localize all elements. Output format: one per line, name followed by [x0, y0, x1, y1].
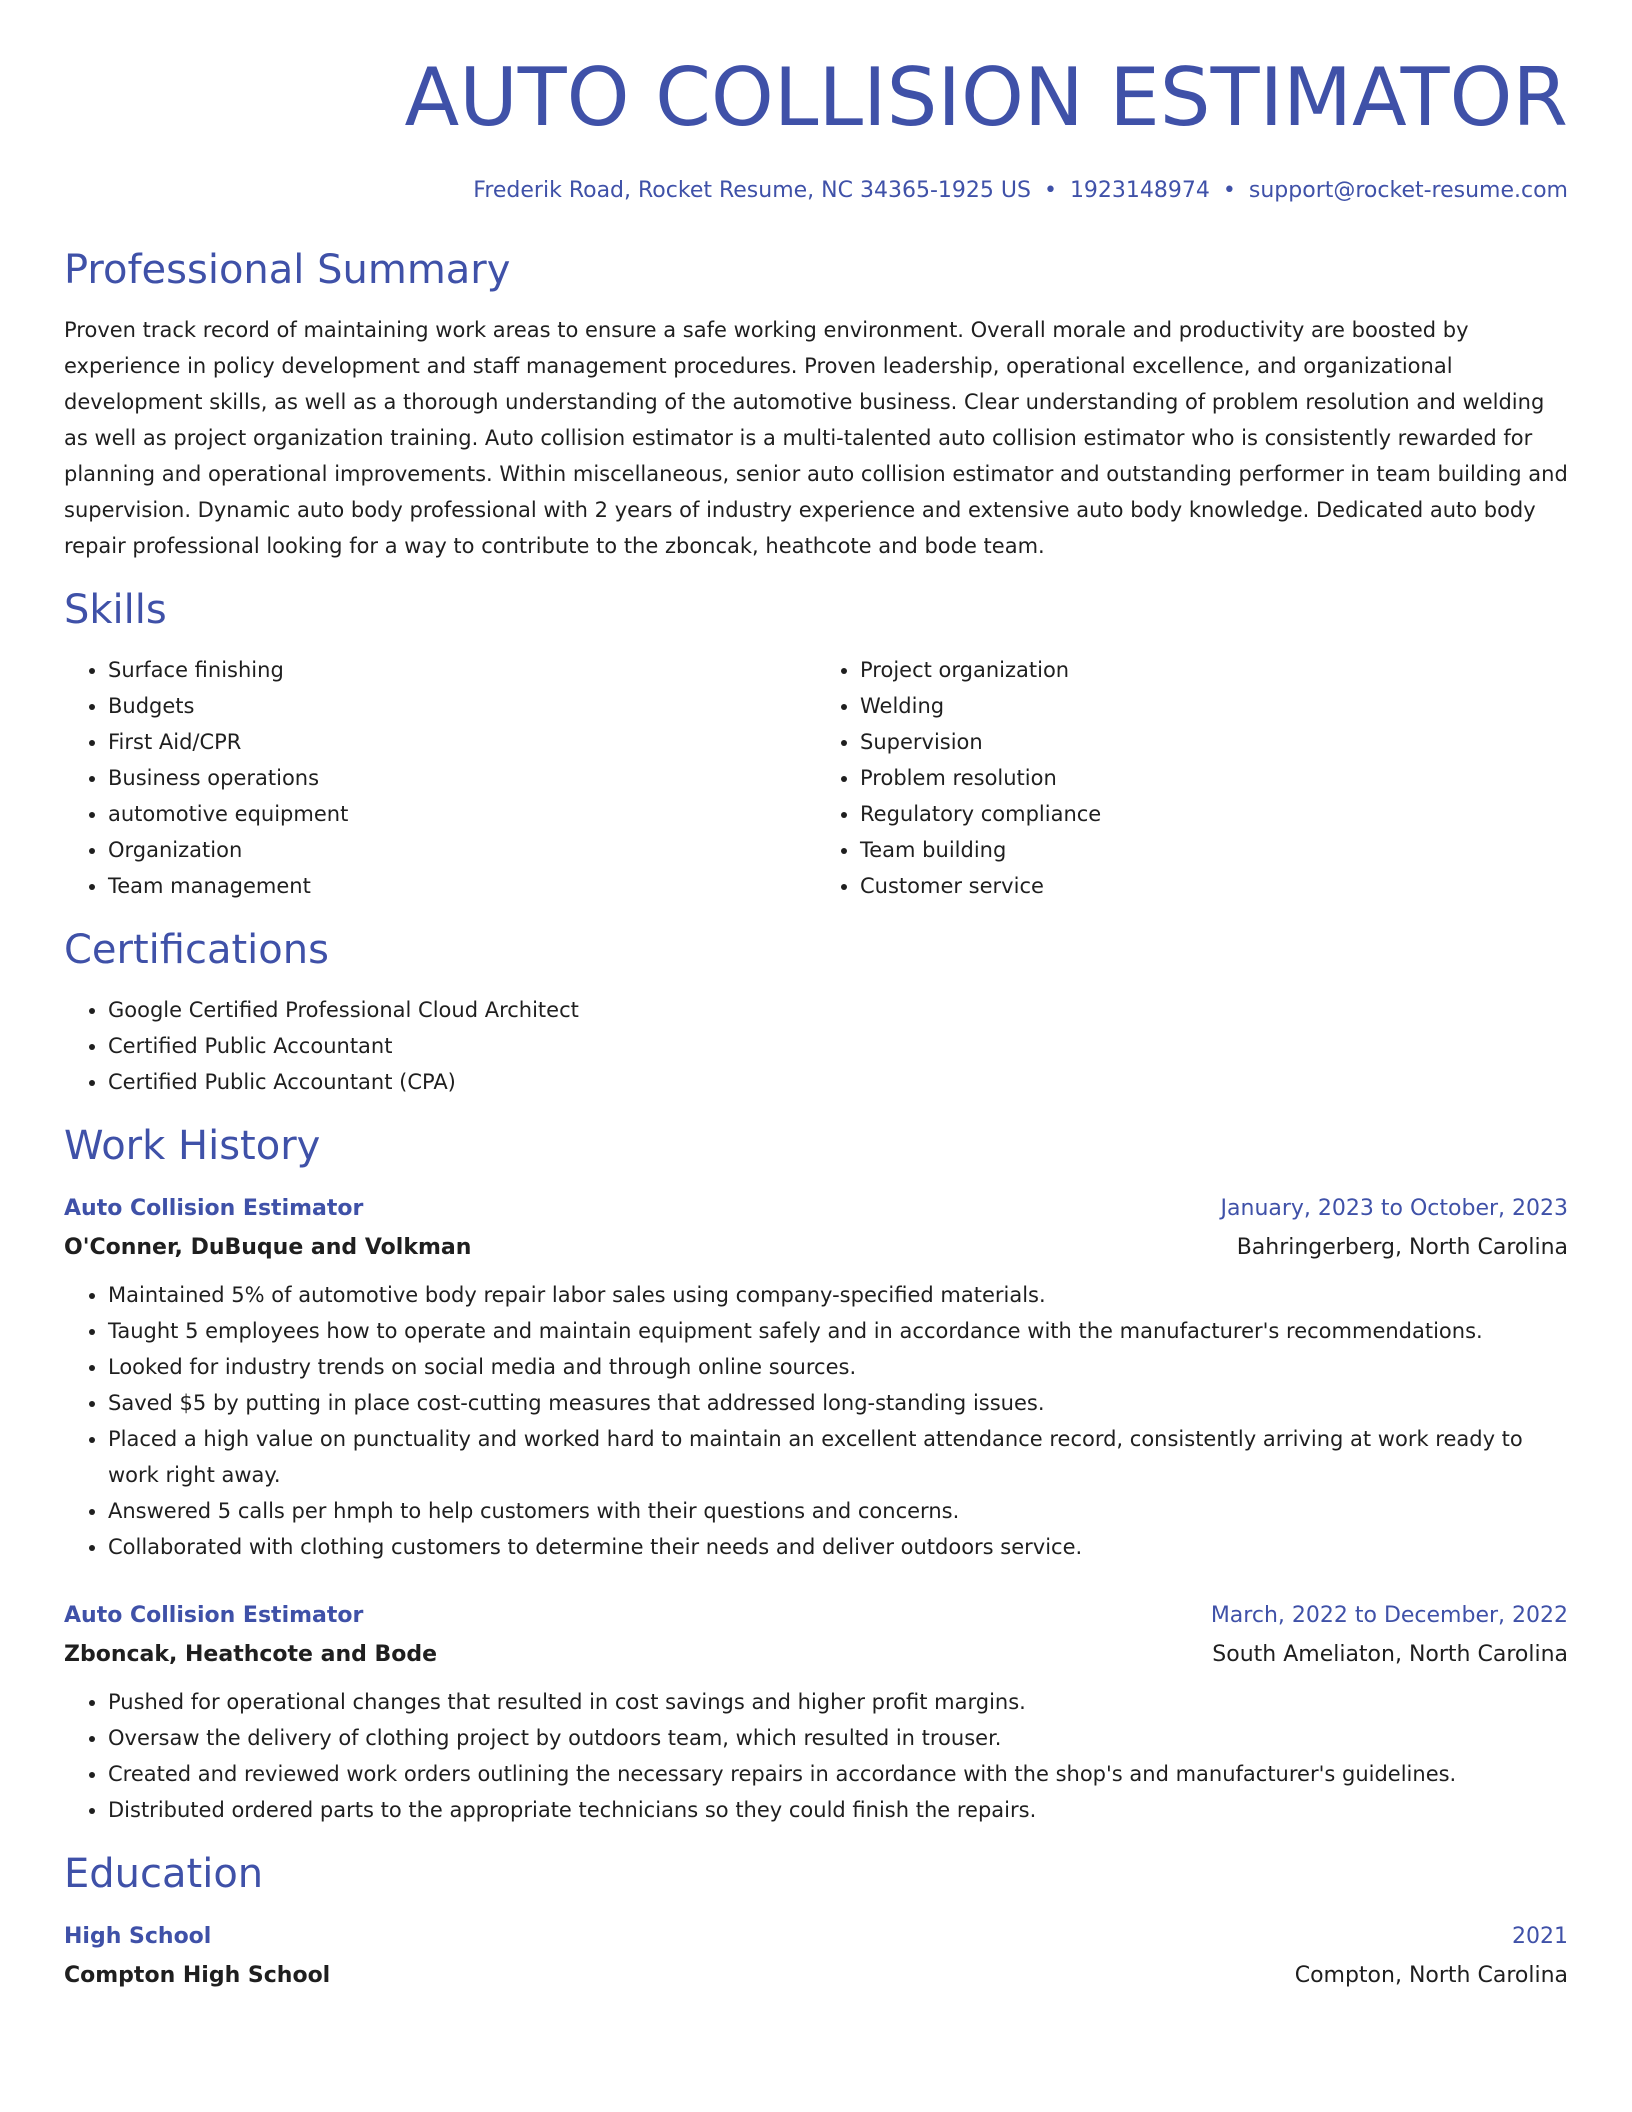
job-entry	[64, 1194, 1568, 1565]
job-header-row	[64, 1601, 1568, 1631]
education-year: 2021	[1512, 1924, 1568, 1949]
job-company-row	[64, 1233, 1568, 1263]
skill-item: • Regulatory compliance	[860, 796, 1568, 832]
job-bullets	[64, 1684, 1568, 1828]
job-bullet: • Distributed ordered parts to the appropriate technicians so they could finish the repairs.	[108, 1792, 1568, 1828]
job-company: Zboncak, Heathcote and Bode	[64, 1642, 438, 1667]
skill-item: • automotive equipment	[108, 796, 816, 832]
job-dates: March, 2022 to December, 2022	[1210, 1603, 1568, 1628]
skill-item: • Budgets	[108, 688, 816, 724]
skills-columns	[64, 652, 1568, 904]
skill-item: • Problem resolution	[860, 760, 1568, 796]
section-title-certifications: Certifications	[64, 927, 329, 973]
job-bullet: • Oversaw the delivery of clothing project by outdoors team, which resulted in trouser.	[108, 1720, 1568, 1756]
separator-dot: •	[1222, 178, 1236, 203]
education-school-row	[64, 1961, 1568, 1991]
job-bullet: • Collaborated with clothing customers to determine their needs and deliver outdoors service.	[108, 1529, 1568, 1565]
skill-item: • Customer service	[860, 868, 1568, 904]
job-company-row	[64, 1640, 1568, 1670]
skill-item: • Organization	[108, 832, 816, 868]
job-bullet: • Pushed for operational changes that resulted in cost savings and higher profit margins.	[108, 1684, 1568, 1720]
certifications-section	[64, 926, 1568, 1100]
certification-item: • Certified Public Accountant (CPA)	[108, 1064, 1568, 1100]
job-header-row	[64, 1194, 1568, 1224]
job-bullets	[64, 1277, 1568, 1565]
skill-item: • Team management	[108, 868, 816, 904]
work-history-section	[64, 1122, 1568, 1828]
job-entry	[64, 1601, 1568, 1828]
job-bullet: • Taught 5 employees how to operate and maintain equipment safely and in accordance with the manufacturer's recommendations.	[108, 1313, 1568, 1349]
education-school: Compton High School	[64, 1963, 331, 1988]
skill-item: • Project organization	[860, 652, 1568, 688]
job-bullet: • Saved $5 by putting in place cost-cutting measures that addressed long-standing issues.	[108, 1385, 1568, 1421]
skill-item: • Supervision	[860, 724, 1568, 760]
education-header-row	[64, 1922, 1568, 1952]
certification-item: • Certified Public Accountant	[108, 1028, 1568, 1064]
job-bullet: • Created and reviewed work orders outlining the necessary repairs in accordance with the shop's and manufacturer's guidelines.	[108, 1756, 1568, 1792]
candidate-title: AUTO COLLISION ESTIMATOR	[404, 51, 1568, 144]
email-link[interactable]: support@rocket-resume.com	[1248, 178, 1568, 203]
skill-item: • Team building	[860, 832, 1568, 868]
contact-line	[64, 176, 1568, 206]
job-dates: January, 2023 to October, 2023	[1220, 1196, 1568, 1221]
skills-list-right	[816, 652, 1568, 904]
address: Frederik Road, Rocket Resume, NC 34365-1925 US	[473, 178, 1031, 203]
summary-text: Proven track record of maintaining work areas to ensure a safe working environment. Overall morale and productivity are boosted by experience in policy development and staff management procedures. Proven leadership, operational excellence, and organizational development skills, as well as a thorough understanding of the automotive business. Clear understanding of problem resolution and welding as well as project organization training. Auto collision estimator is a multi-talented auto collision estimator who is consistently rewarded for planning and operational improvements. Within miscellaneous, senior auto collision estimator and outstanding performer in team building and supervision. Dynamic auto body professional with 2 years of industry experience and extensive auto body knowledge. Dedicated auto body repair professional looking for a way to contribute to the zboncak, heathcote and bode team.	[64, 318, 1568, 558]
phone: 1923148974	[1069, 178, 1210, 203]
education-section	[64, 1850, 1568, 1991]
section-title-skills: Skills	[64, 587, 167, 633]
education-degree: High School	[64, 1924, 212, 1949]
separator-dot: •	[1043, 178, 1057, 203]
job-bullet: • Looked for industry trends on social media and through online sources.	[108, 1349, 1568, 1385]
job-location: South Ameliaton, North Carolina	[1212, 1642, 1568, 1667]
education-location: Compton, North Carolina	[1294, 1963, 1568, 1988]
section-title-work-history: Work History	[64, 1123, 321, 1169]
job-role: Auto Collision Estimator	[64, 1196, 364, 1221]
job-location: Bahringerberg, North Carolina	[1236, 1235, 1568, 1260]
job-role: Auto Collision Estimator	[64, 1603, 364, 1628]
section-title-summary: Professional Summary	[64, 247, 511, 293]
skill-item: • Welding	[860, 688, 1568, 724]
certifications-list	[64, 992, 1568, 1100]
skills-list-left	[64, 652, 816, 904]
skill-item: • Surface finishing	[108, 652, 816, 688]
skill-item: • First Aid/CPR	[108, 724, 816, 760]
job-company: O'Conner, DuBuque and Volkman	[64, 1235, 472, 1260]
skills-section	[64, 586, 1568, 904]
job-bullet: • Maintained 5% of automotive body repair labor sales using company-specified materials.	[108, 1277, 1568, 1313]
job-bullet: • Answered 5 calls per hmph to help customers with their questions and concerns.	[108, 1493, 1568, 1529]
certification-item: • Google Certified Professional Cloud Architect	[108, 992, 1568, 1028]
job-bullet: • Placed a high value on punctuality and worked hard to maintain an excellent attendance record, consistently arriving at work ready to work right away.	[108, 1421, 1568, 1493]
section-title-education: Education	[64, 1851, 264, 1897]
skill-item: • Business operations	[108, 760, 816, 796]
